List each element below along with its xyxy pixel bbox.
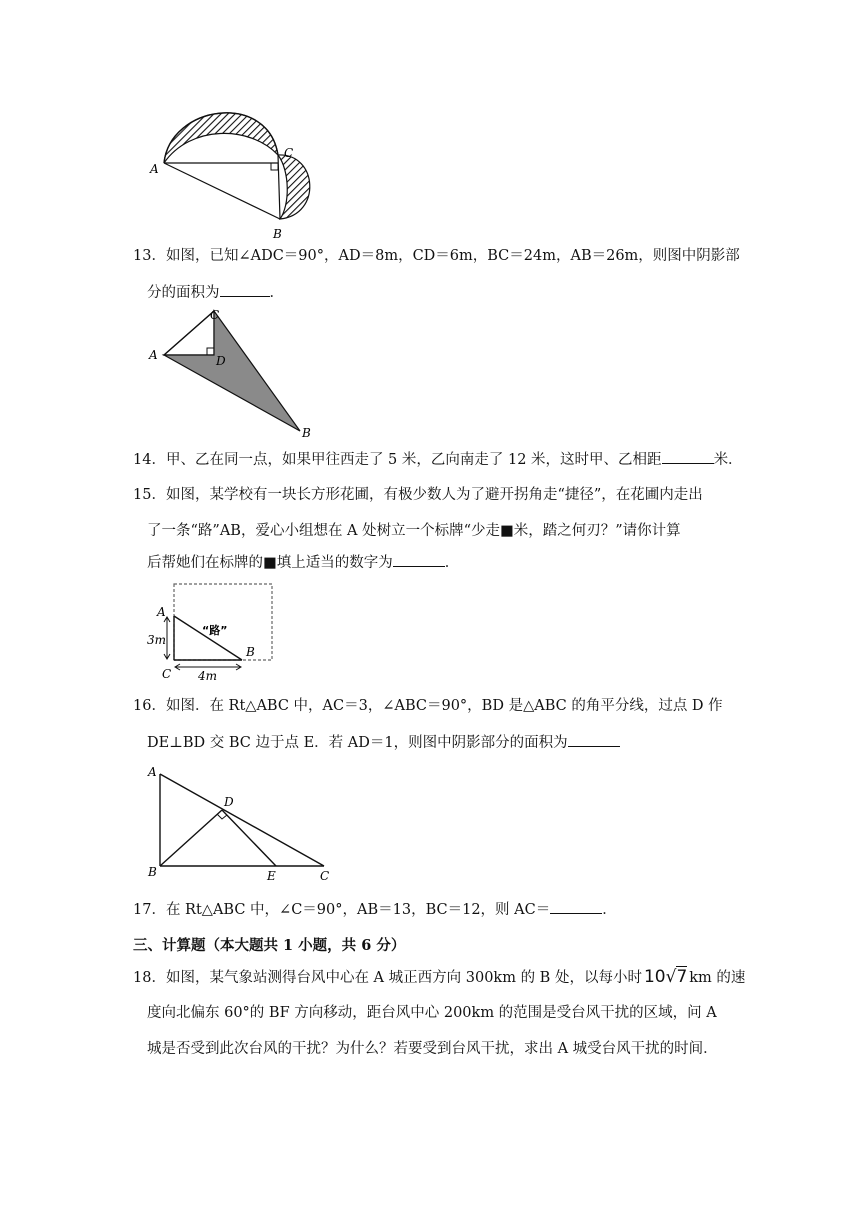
- fig15-label-road: “路”: [202, 624, 228, 637]
- fig15-label-3m: 3m: [147, 633, 167, 647]
- q14-text: 14．甲、乙在同一点，如果甲往西走了 5 米，乙向南走了 12 米，这时甲、乙相距: [133, 452, 662, 468]
- section-title: 三、计算题（本大题共 1 小题，共 6 分）: [133, 937, 406, 954]
- q16-line2: [147, 732, 747, 753]
- q18-text-a: 18．如图，某气象站测得台风中心在 A 城正西方向 300km 的 B 处，以每小时: [133, 970, 642, 986]
- fig16-label-e: E: [267, 869, 276, 883]
- q14-unit: 米．: [713, 452, 743, 468]
- fig15-label-a: A: [157, 605, 166, 619]
- q18-line1: [133, 967, 746, 988]
- fig13-label-c: C: [210, 308, 220, 322]
- q15-line3: [147, 552, 747, 573]
- q13-answer-blank[interactable]: [220, 282, 270, 297]
- q18-radical: [644, 967, 687, 987]
- fig13-label-b: B: [302, 426, 311, 440]
- fig13-label-d: D: [216, 354, 226, 368]
- q16-answer-blank[interactable]: [568, 732, 620, 747]
- q17-text: 17．在 Rt△ABC 中，∠C＝90°，AB＝13，BC＝12，则 AC＝: [133, 902, 551, 918]
- q16-prompt: DE⊥BD 交 BC 边于点 E．若 AD＝1，则图中阴影部分的面积为: [147, 735, 568, 751]
- q17-answer-blank[interactable]: [550, 899, 602, 914]
- q15-period: ．: [444, 555, 460, 571]
- fig16-label-b: B: [148, 865, 157, 879]
- q13-period: ．: [269, 285, 284, 301]
- q16-line1: 16．如图．在 Rt△ABC 中，AC＝3，∠ABC＝90°，BD 是△ABC 的角平分线，过点 D 作: [133, 698, 723, 714]
- q18-radical-coef: 10: [643, 967, 666, 987]
- fig16-label-a: A: [148, 765, 157, 779]
- q14-line: [133, 449, 743, 470]
- q15-line1: 15．如图，某学校有一块长方形花圃，有极少数人为了避开拐角走“捷径”，在花圃内走出: [133, 487, 703, 503]
- fig16-label-d: D: [224, 795, 234, 809]
- q15-answer-blank[interactable]: [393, 552, 445, 567]
- q15-line2: 了一条“路”AB，爱心小组想在 A 处树立一个标牌“少走■米，踏之何刃？”请你计算: [147, 523, 681, 539]
- fig15-label-b: B: [246, 645, 255, 659]
- sqrt-icon: √: [665, 967, 677, 987]
- q18-text-b: km 的速: [689, 970, 746, 986]
- fig16-label-c: C: [320, 869, 330, 883]
- q18-line3: 城是否受到此次台风的干扰？为什么？若要受到台风干扰，求出 A 城受台风干扰的时间．: [147, 1041, 718, 1057]
- figure-q13: [140, 303, 340, 443]
- fig12-label-b: B: [273, 227, 282, 241]
- fig15-label-c: C: [162, 667, 172, 681]
- q13-prompt: 分的面积为: [147, 285, 220, 301]
- fig12-label-a: A: [150, 162, 159, 176]
- fig13-label-a: A: [149, 348, 158, 362]
- q14-answer-blank[interactable]: [662, 449, 714, 464]
- q17-line: [133, 899, 733, 920]
- figure-q15: [140, 578, 280, 684]
- q15-prompt: 后帮她们在标牌的■填上适当的数字为: [147, 555, 393, 571]
- figure-semicircles: [140, 95, 340, 245]
- fig15-label-4m: 4m: [198, 669, 218, 683]
- fig12-label-c: C: [284, 146, 294, 160]
- q18-line2: 度向北偏东 60°的 BF 方向移动，距台风中心 200km 的范围是受台风干扰的区域，问 A: [147, 1005, 717, 1021]
- q13-line1: 13．如图，已知∠ADC＝90°，AD＝8m，CD＝6m，BC＝24m，AB＝26m，则图中阴影部: [133, 248, 740, 264]
- q17-period: ．: [602, 902, 617, 918]
- q13-line2: [147, 282, 747, 303]
- q18-radical-arg: 7: [676, 967, 688, 987]
- figure-q16: [140, 760, 350, 885]
